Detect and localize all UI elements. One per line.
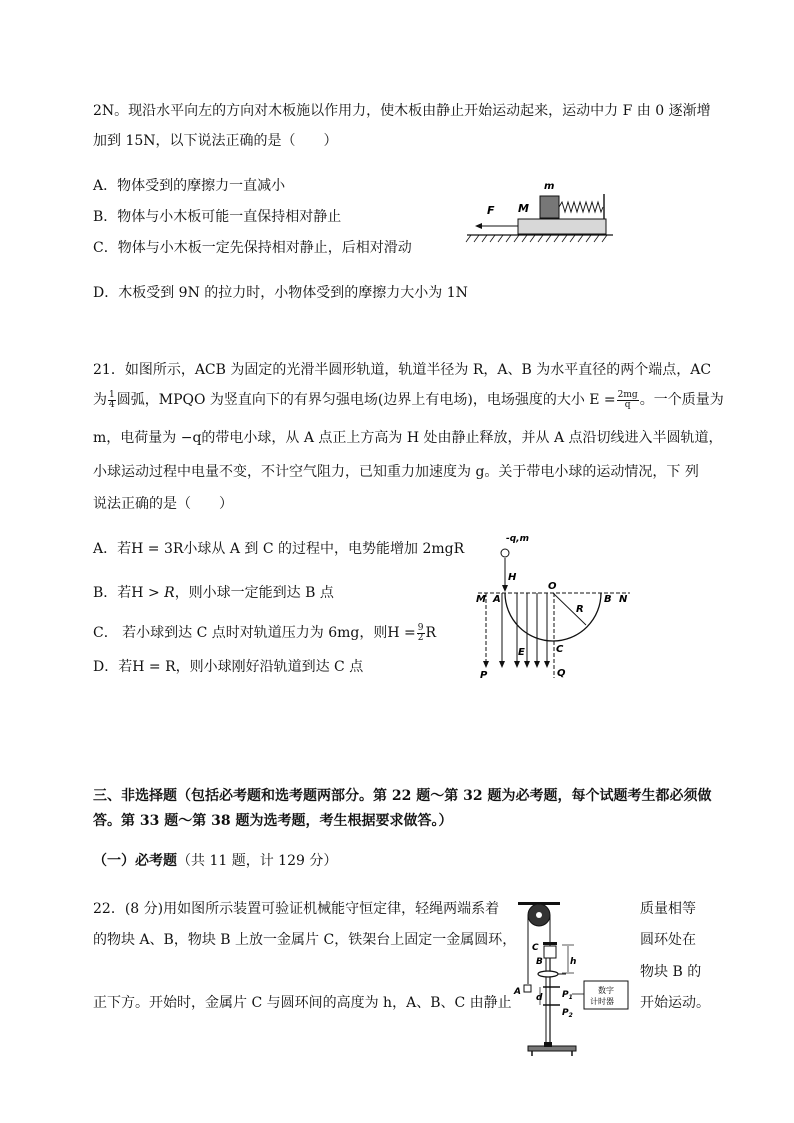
label-m: M bbox=[476, 594, 486, 605]
label-big-m: M bbox=[518, 202, 529, 215]
label-n: N bbox=[619, 594, 628, 605]
q20-option-a: A．物体受到的摩擦力一直减小 bbox=[93, 178, 286, 194]
q21-option-b: B．若H > R，则小球一定能到达 B 点 bbox=[93, 585, 334, 601]
label-c: C bbox=[556, 644, 564, 655]
q21-line2 bbox=[93, 387, 724, 413]
label-o: O bbox=[548, 581, 557, 592]
label-r: R bbox=[576, 604, 584, 615]
q22-apparatus-figure bbox=[510, 898, 630, 1060]
q22-line3-right: 物块 B 的 bbox=[640, 964, 702, 980]
section-heading-line1: 三、非选择题（包括必考题和选考题两部分。第 22 题～第 32 题为必考题，每个试题考生都必须做 bbox=[93, 788, 712, 804]
q21-line2-mid: 圆弧，MPQO 为竖直向下的有界匀强电场(边界上有电场)，电场强度的大小 E = bbox=[116, 392, 616, 408]
q20-option-b: B．物体与小木板可能一直保持相对静止 bbox=[93, 209, 342, 225]
q22-line4-left: 正下方。开始时，金属片 C 与圆环间的高度为 h，A、B、C 由静止 bbox=[93, 995, 512, 1011]
quarter-fraction: $\frac{1}{4}$ bbox=[109, 389, 115, 410]
block-m bbox=[540, 196, 559, 218]
q20-stem-line1: 2N。现沿水平向左的方向对木板施以作用力，使木板由静止开始运动起来，运动中力 F 由 0 逐渐增 bbox=[93, 103, 711, 119]
q20-stem-line2: 加到 15N，以下说法正确的是（ ） bbox=[93, 133, 338, 149]
ball bbox=[501, 549, 509, 557]
metal-ring bbox=[538, 971, 558, 977]
label-b: B bbox=[604, 594, 612, 605]
label-small-m: m bbox=[544, 181, 555, 192]
label-d: d bbox=[536, 993, 543, 1003]
timer-label-2: 计时器 bbox=[590, 997, 614, 1006]
label-e: E bbox=[518, 647, 525, 658]
q20-option-d: D．木板受到 9N 的拉力时，小物体受到的摩擦力大小为 1N bbox=[93, 285, 468, 301]
label-h: H bbox=[508, 572, 517, 583]
label-c: C bbox=[532, 943, 539, 953]
q21-option-a: A．若H = 3R小球从 A 到 C 的过程中，电势能增加 2mgR bbox=[93, 541, 465, 557]
q21-line2-pre: 为 bbox=[93, 392, 107, 408]
label-f: F bbox=[487, 204, 495, 217]
label-p: P bbox=[480, 670, 488, 681]
q21-line4: 小球运动过程中电量不变，不计空气阻力，已知重力加速度为 g。关于带电小球的运动情况，下 列 bbox=[93, 464, 699, 480]
label-a: A bbox=[493, 594, 501, 605]
board-m bbox=[518, 219, 606, 234]
q22-line2-left: 的物块 A、B，物块 B 上放一金属片 C，铁架台上固定一金属圆环， bbox=[93, 932, 517, 948]
nine-halves-fraction: $\frac{9}{2}$ bbox=[417, 622, 424, 643]
label-p2: $P_2$ bbox=[562, 1008, 573, 1019]
field-fraction: $\frac{2mg}{q}$ bbox=[617, 389, 638, 410]
q21-line2-post: 。一个质量为 bbox=[639, 392, 724, 408]
q22-line1-right: 质量相等 bbox=[640, 901, 696, 917]
label-a: A bbox=[514, 987, 521, 997]
q22-line1-left: 22．(8 分)用如图所示装置可验证机械能守恒定律，轻绳两端系着 bbox=[93, 901, 500, 917]
spring bbox=[559, 202, 603, 212]
q21-track-figure bbox=[470, 530, 640, 685]
q22-line2-right: 圆环处在 bbox=[640, 932, 696, 948]
subsection-heading: （一）必考题（共 11 题，计 129 分） bbox=[93, 853, 338, 869]
timer-label-1: 数字 bbox=[598, 986, 614, 995]
q22-line4-right: 开始运动。 bbox=[640, 995, 710, 1011]
q21-line5: 说法正确的是（ ） bbox=[93, 496, 233, 512]
section-heading-line2: 答。第 33 题～第 38 题为选考题，考生根据要求做答。） bbox=[93, 813, 453, 829]
label-charge: -q,m bbox=[506, 534, 529, 544]
block-a bbox=[524, 985, 531, 992]
q21-option-d: D．若H = R，则小球刚好沿轨道到达 C 点 bbox=[93, 659, 364, 675]
label-p1: $P_1$ bbox=[562, 990, 573, 1001]
q21-line1: 21．如图所示，ACB 为固定的光滑半圆形轨道，轨道半径为 R，A、B 为水平直径的两个端点，AC bbox=[93, 362, 712, 378]
q20-board-figure bbox=[463, 172, 618, 244]
q21-option-c: C． 若小球到达 C 点时对轨道压力为 6mg，则H = $\frac{9}{2}$ R bbox=[93, 622, 437, 643]
label-q: Q bbox=[557, 668, 566, 679]
label-small-h: h bbox=[570, 957, 577, 967]
q20-option-c: C．物体与小木板一定先保持相对静止，后相对滑动 bbox=[93, 240, 412, 256]
semicircle-track bbox=[505, 593, 601, 641]
q21-line3: m，电荷量为 −q的带电小球，从 A 点正上方高为 H 处由静止释放，并从 A 点沿切线进入半圆轨道， bbox=[93, 430, 723, 446]
block-b bbox=[544, 946, 556, 958]
label-b: B bbox=[536, 957, 543, 967]
